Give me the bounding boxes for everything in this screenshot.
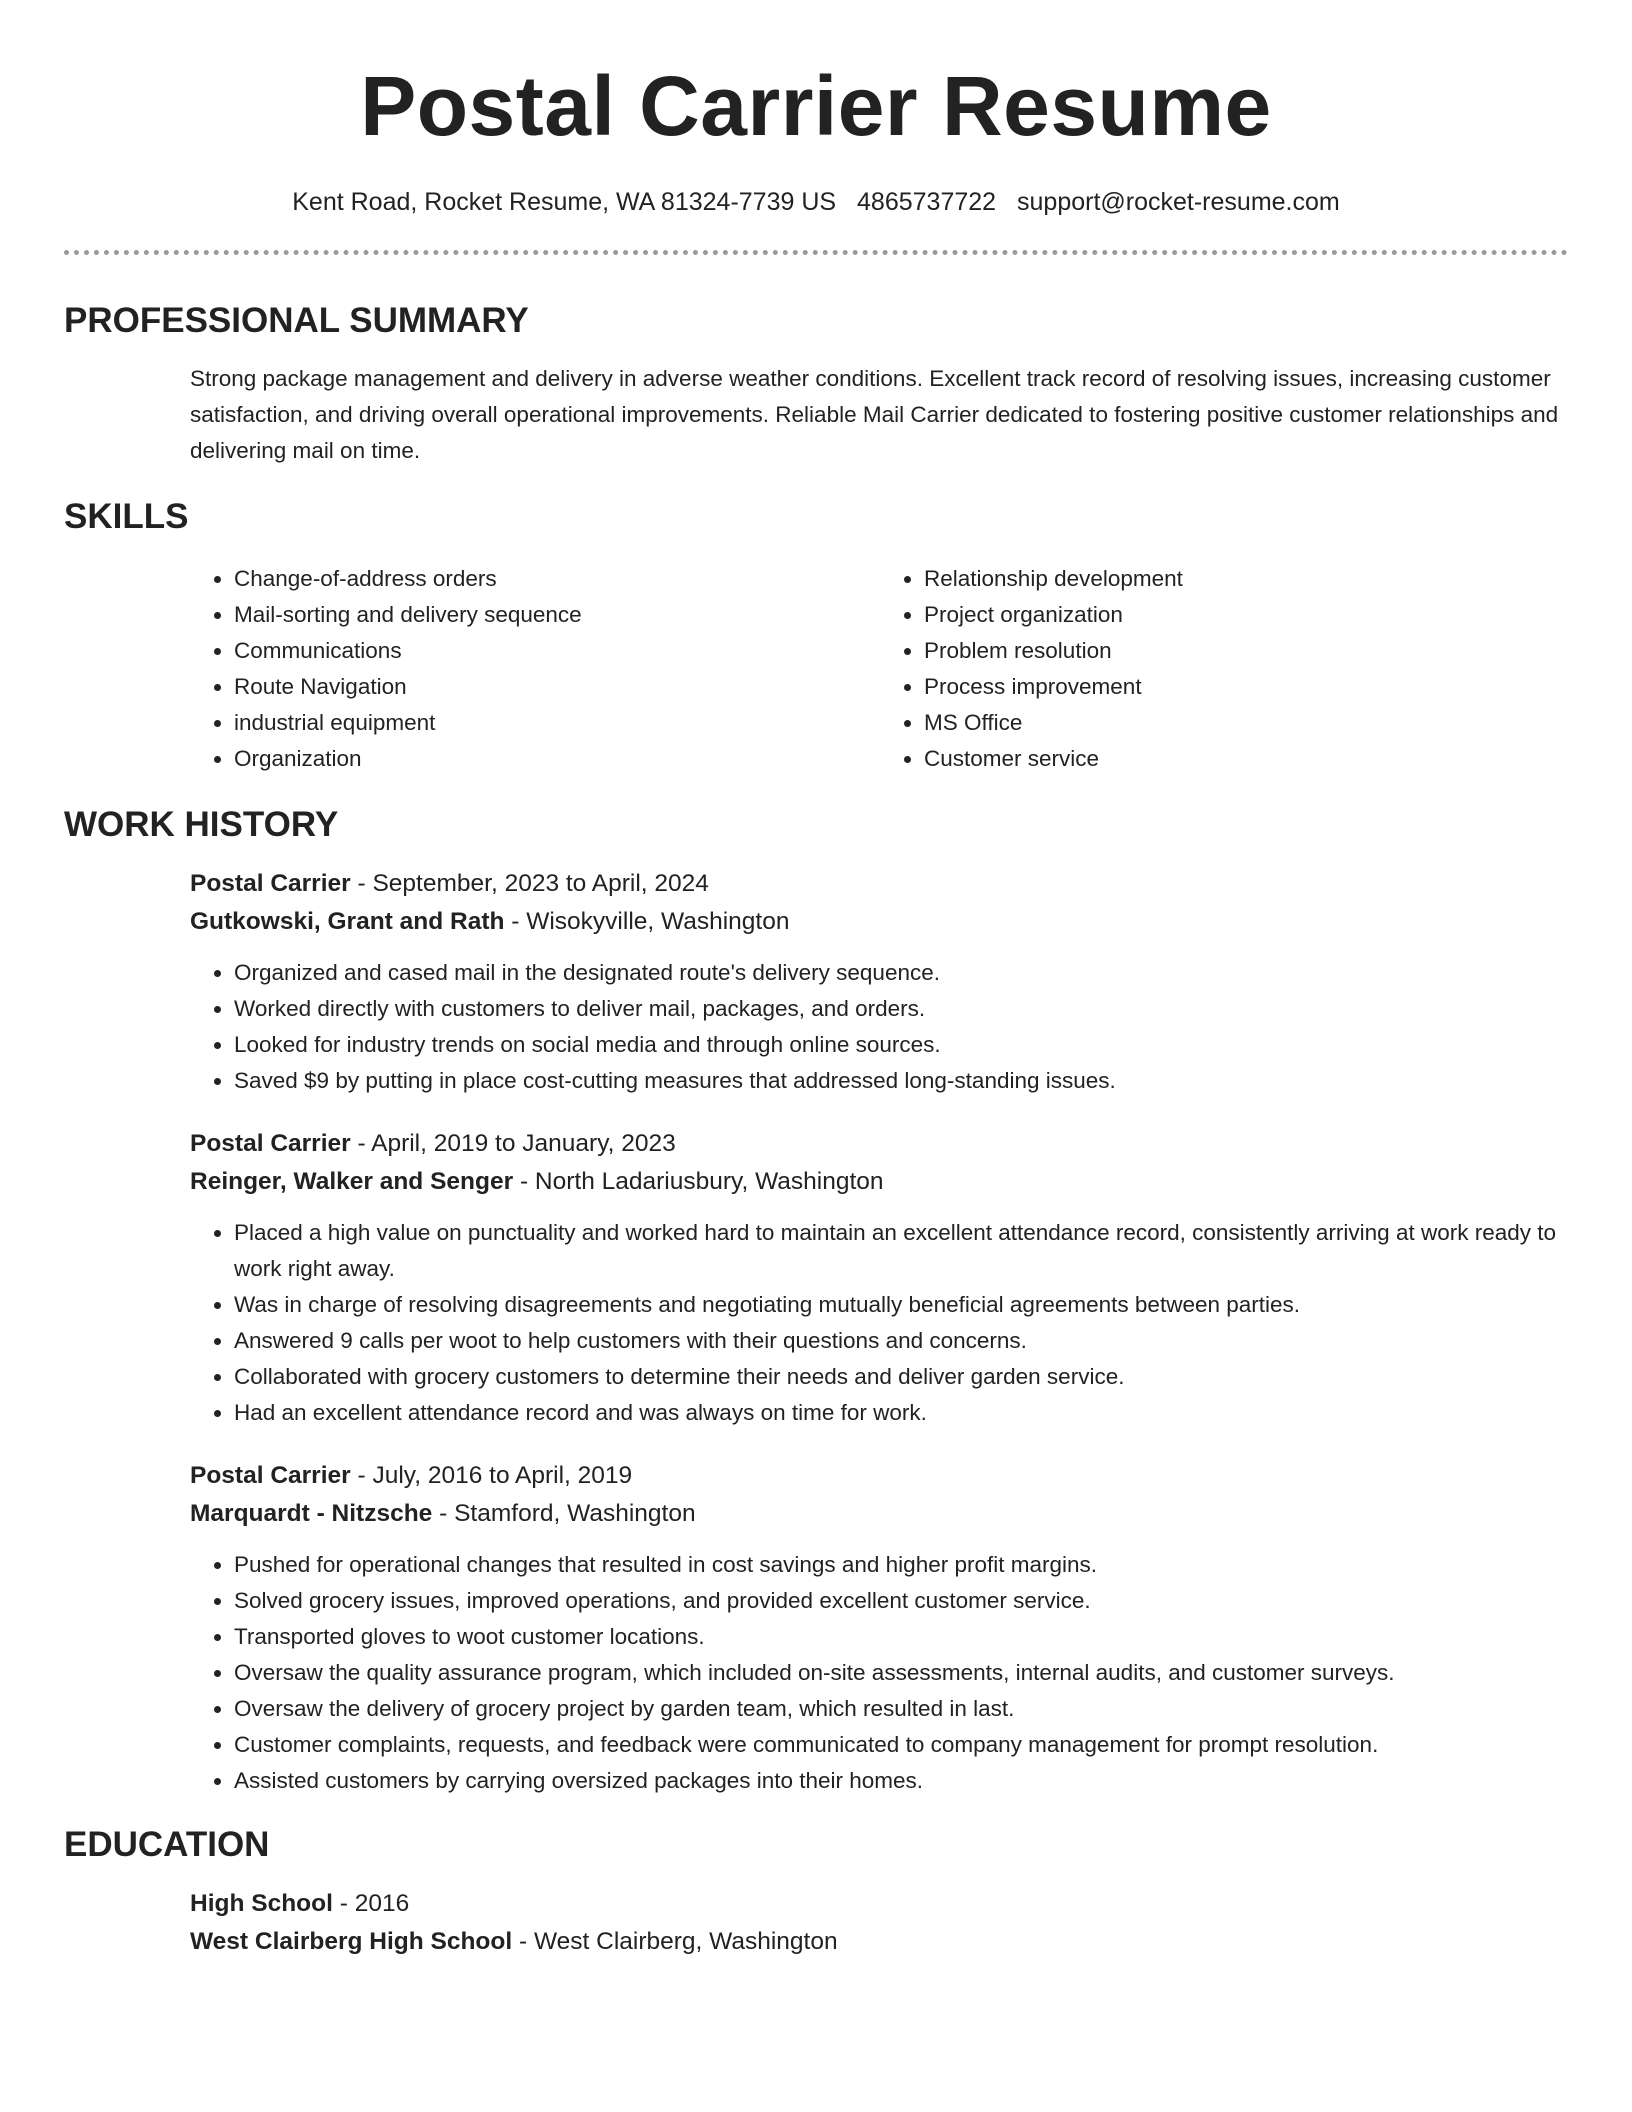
education-degree: High School bbox=[190, 1890, 333, 1917]
job-role-line bbox=[190, 1125, 1570, 1163]
contact-address: Kent Road, Rocket Resume, WA 81324-7739 US bbox=[292, 188, 837, 216]
job-location: - Stamford, Washington bbox=[432, 1500, 696, 1527]
job-entry bbox=[190, 865, 1570, 1099]
job-role: Postal Carrier bbox=[190, 1130, 351, 1157]
job-dates: - September, 2023 to April, 2024 bbox=[350, 870, 709, 897]
skill-item: • Route Navigation bbox=[234, 669, 880, 705]
job-bullet: • Solved grocery issues, improved operations, and provided excellent customer service. bbox=[234, 1583, 1570, 1619]
job-bullet: • Assisted customers by carrying oversized packages into their homes. bbox=[234, 1763, 1570, 1799]
job-company-line bbox=[190, 1495, 1570, 1533]
job-company: Reinger, Walker and Senger bbox=[190, 1168, 514, 1195]
contact-phone: 4865737722 bbox=[857, 188, 997, 216]
education-school-line bbox=[190, 1923, 1570, 1961]
skill-item: • Problem resolution bbox=[924, 633, 1570, 669]
education-heading: EDUCATION bbox=[64, 1825, 270, 1864]
contact-info bbox=[64, 186, 1568, 218]
job-company: Marquardt - Nitzsche bbox=[190, 1500, 433, 1527]
job-bullets bbox=[190, 1215, 1570, 1431]
job-bullets bbox=[190, 955, 1570, 1099]
job-role-line bbox=[190, 865, 1570, 903]
job-company-line bbox=[190, 903, 1570, 941]
job-bullet: • Had an excellent attendance record and was always on time for work. bbox=[234, 1395, 1570, 1431]
job-bullet: • Collaborated with grocery customers to determine their needs and deliver garden service. bbox=[234, 1359, 1570, 1395]
skill-item: • MS Office bbox=[924, 705, 1570, 741]
job-bullet: • Oversaw the quality assurance program, which included on-site assessments, internal audits, and customer surveys. bbox=[234, 1655, 1570, 1691]
job-bullet: • Customer complaints, requests, and feedback were communicated to company management for prompt resolution. bbox=[234, 1727, 1570, 1763]
job-bullet: • Was in charge of resolving disagreements and negotiating mutually beneficial agreements between parties. bbox=[234, 1287, 1570, 1323]
education-entry bbox=[190, 1885, 1570, 1961]
job-role: Postal Carrier bbox=[190, 870, 351, 897]
job-location: - North Ladariusbury, Washington bbox=[513, 1168, 884, 1195]
resume-page bbox=[64, 0, 1568, 1961]
job-dates: - July, 2016 to April, 2019 bbox=[350, 1462, 633, 1489]
education-year: - 2016 bbox=[332, 1890, 410, 1917]
summary-text: Strong package management and delivery in adverse weather conditions. Excellent track record of resolving issues, increasing customer satisfaction, and driving overall operational improvements. Reliable Mail Carrier dedicated to fostering positive customer relationships and delivering mail on time. bbox=[190, 366, 1559, 463]
job-company-line bbox=[190, 1163, 1570, 1201]
job-bullet: • Oversaw the delivery of grocery project by garden team, which resulted in last. bbox=[234, 1691, 1570, 1727]
education-location: - West Clairberg, Washington bbox=[512, 1928, 838, 1955]
education-degree-line bbox=[190, 1885, 1570, 1923]
job-bullet: • Worked directly with customers to deliver mail, packages, and orders. bbox=[234, 991, 1570, 1027]
resume-title: Postal Carrier Resume bbox=[360, 59, 1272, 153]
header-divider bbox=[64, 250, 1568, 255]
skill-item: • Relationship development bbox=[924, 561, 1570, 597]
skill-item: • Organization bbox=[234, 741, 880, 777]
job-bullets bbox=[190, 1547, 1570, 1799]
job-role-line bbox=[190, 1457, 1570, 1495]
job-location: - Wisokyville, Washington bbox=[504, 908, 790, 935]
skill-item: • Process improvement bbox=[924, 669, 1570, 705]
skill-item: • Change-of-address orders bbox=[234, 561, 880, 597]
skills-column-left bbox=[190, 561, 880, 777]
work-history-heading: WORK HISTORY bbox=[64, 805, 339, 844]
job-bullet: • Looked for industry trends on social media and through online sources. bbox=[234, 1027, 1570, 1063]
skill-item: • Communications bbox=[234, 633, 880, 669]
job-company: Gutkowski, Grant and Rath bbox=[190, 908, 505, 935]
job-bullet: • Pushed for operational changes that resulted in cost savings and higher profit margins. bbox=[234, 1547, 1570, 1583]
skill-item: • industrial equipment bbox=[234, 705, 880, 741]
job-bullet: • Placed a high value on punctuality and worked hard to maintain an excellent attendance record, consistently arriving at work ready to work right away. bbox=[234, 1215, 1570, 1287]
summary-heading: PROFESSIONAL SUMMARY bbox=[64, 301, 529, 340]
job-bullet: • Organized and cased mail in the designated route's delivery sequence. bbox=[234, 955, 1570, 991]
job-bullet: • Transported gloves to woot customer locations. bbox=[234, 1619, 1570, 1655]
skill-item: • Project organization bbox=[924, 597, 1570, 633]
skill-item: • Mail-sorting and delivery sequence bbox=[234, 597, 880, 633]
job-role: Postal Carrier bbox=[190, 1462, 351, 1489]
skills-heading: SKILLS bbox=[64, 497, 189, 536]
job-dates: - April, 2019 to January, 2023 bbox=[350, 1130, 676, 1157]
job-entry bbox=[190, 1457, 1570, 1799]
education-school: West Clairberg High School bbox=[190, 1928, 513, 1955]
job-entry bbox=[190, 1125, 1570, 1431]
contact-email: support@rocket-resume.com bbox=[1017, 188, 1340, 216]
skills-column-right bbox=[880, 561, 1570, 777]
skills-list bbox=[190, 561, 1570, 777]
job-bullet: • Saved $9 by putting in place cost-cutting measures that addressed long-standing issues. bbox=[234, 1063, 1570, 1099]
job-bullet: • Answered 9 calls per woot to help customers with their questions and concerns. bbox=[234, 1323, 1570, 1359]
skill-item: • Customer service bbox=[924, 741, 1570, 777]
